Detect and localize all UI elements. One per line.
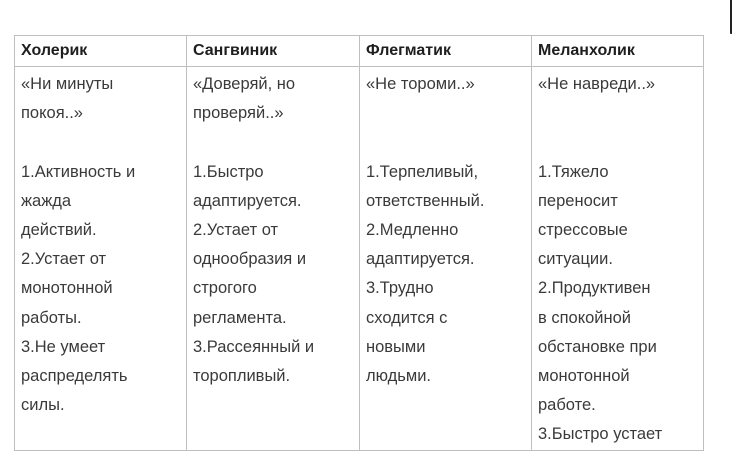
header-row bbox=[15, 36, 704, 67]
page-edge-mark bbox=[726, 0, 732, 34]
cell-choleric: «Ни минуты покоя..» 1.Активность и жажда действий. 2.Устает от монотонной работы. 3.Не умеет распределять силы. bbox=[15, 67, 187, 451]
header-melancholic: Меланхолик bbox=[532, 36, 704, 67]
cell-phlegmatic: «Не тороми..» 1.Терпеливый, ответственный. 2.Медленно адаптируется. 3.Трудно сходится с новыми людьми. bbox=[360, 67, 532, 451]
cell-melancholic: «Не навреди..» 1.Тяжело переносит стрессовые ситуации. 2.Продуктивен в спокойной обстановке при монотонной работе. 3.Быстро устает bbox=[532, 67, 704, 451]
temperaments-table bbox=[14, 35, 704, 451]
cell-sanguine: «Доверяй, но проверяй..» 1.Быстро адаптируется. 2.Устает от однообразия и строгого регламента. 3.Рассеянный и торопливый. bbox=[187, 67, 360, 451]
header-phlegmatic: Флегматик bbox=[360, 36, 532, 67]
header-choleric: Холерик bbox=[15, 36, 187, 67]
table-row bbox=[15, 67, 704, 451]
header-sanguine: Сангвиник bbox=[187, 36, 360, 67]
